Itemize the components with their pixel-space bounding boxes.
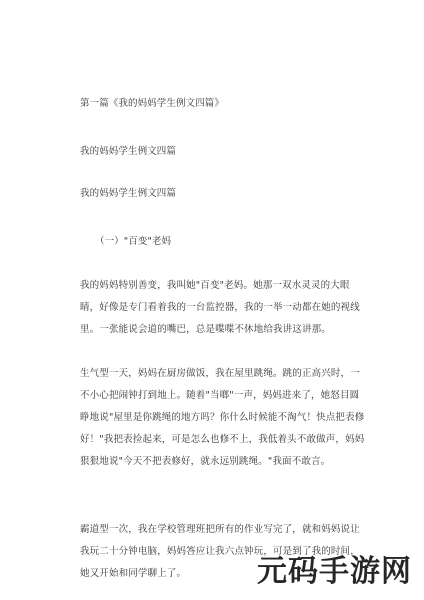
- site-watermark: 元码手游网: [257, 554, 412, 589]
- paragraph: 我的妈妈特别善变，我叫她"百变"老妈。她那一双水灵灵的大眼睛，好像是专门看着我的一台监控器，我的一举一动都在她的视线里。一张能说会道的嘴巴，总是喋喋不休地给我讲这讲那。: [80, 280, 360, 335]
- subtitle: 我的妈妈学生例文四篇: [80, 188, 177, 199]
- section-title: （一）"百变"老妈: [95, 236, 172, 247]
- paragraph: 霸道型一次，我在学校管理班把所有的作业写完了，就和妈妈说让我玩二十分钟电脑，妈妈答应让我六点钟玩，可是到了我的时间，她又开始和同学聊上了。: [80, 524, 360, 579]
- article-heading: 第一篇《我的妈妈学生例文四篇》: [80, 98, 225, 109]
- paragraph: 生气型一天，妈妈在厨房做饭，我在屋里跳绳。跳的正高兴时，一不小心把闹钟打到地上。随着"当啷"一声，妈妈进来了，她怒目圆睁地说"屋里是你跳绳的地方吗？你什么时候能不淘气！快点把表修好！"我把表捡起来，可是怎么也修不上，我低着头不敢做声，妈妈狠狠地说"今天不把表修好，就永远别跳绳。"我面不敢言。: [80, 368, 365, 467]
- subtitle: 我的妈妈学生例文四篇: [80, 146, 177, 157]
